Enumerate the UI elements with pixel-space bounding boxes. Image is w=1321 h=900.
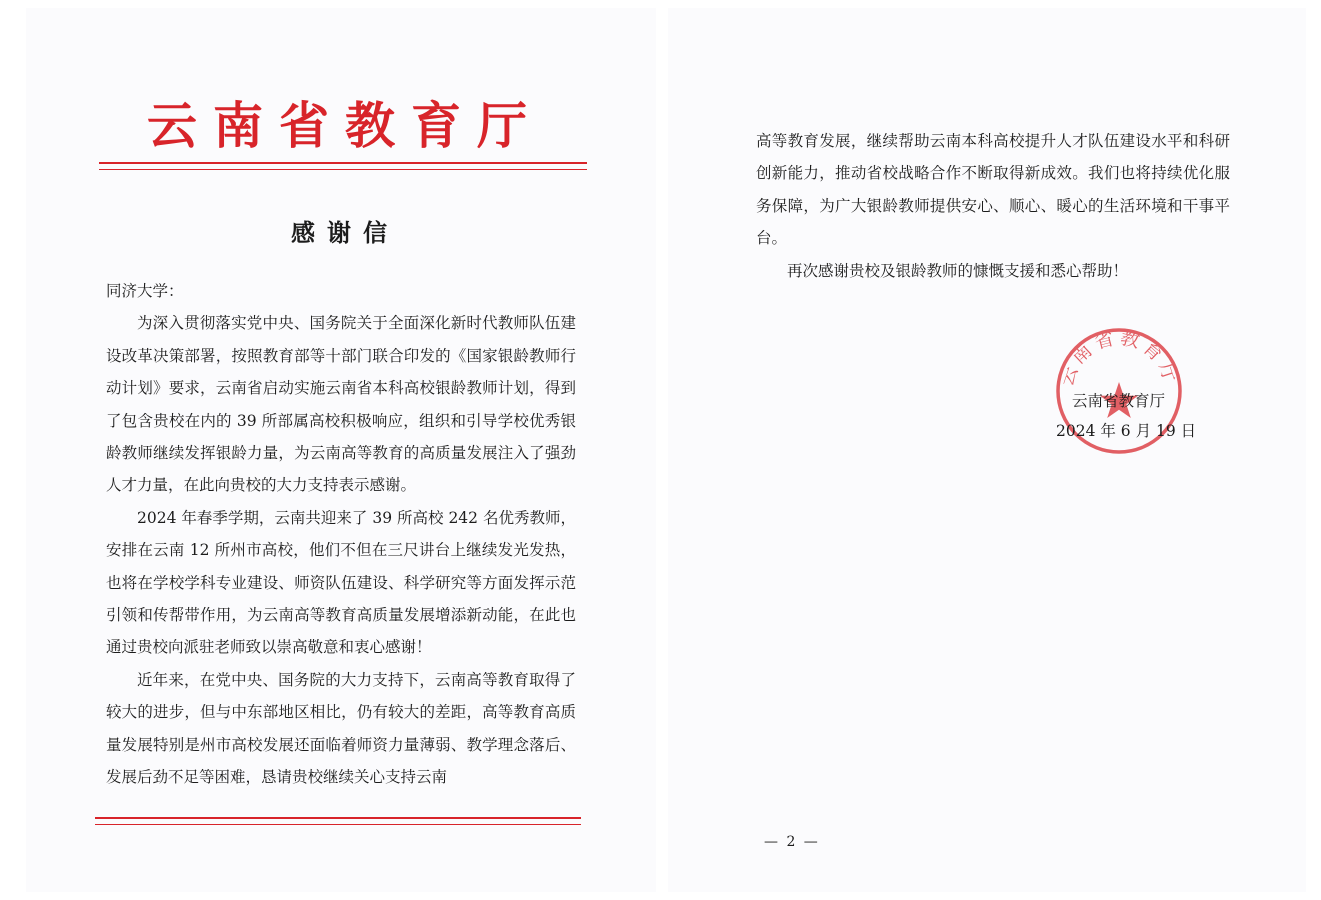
letter-body [106,275,576,794]
signature-date: 2024 年 6 月 19 日 [1056,422,1197,440]
letter-body-continued [756,125,1230,287]
body-paragraph: 为深入贯彻落实党中央、国务院关于全面深化新时代教师队伍建设改革决策部署，按照教育部等十部门联合印发的《国家银龄教师行动计划》要求，云南省启动实施云南省本科高校银龄教师计划，得到了包含贵校在内的 39 所部属高校积极响应，组织和引导学校优秀银龄教师继续发挥银龄力量，为云南高等教育的高质量发展注入了强劲人才力量，在此向贵校的大力支持表示感谢。 [106,314,576,495]
letter-page-left [26,8,656,892]
letter-page-right [668,8,1306,892]
letter-title: 感谢信 [291,218,399,247]
signature-org: 云南省教育厅 [1072,392,1166,410]
body-paragraph: 2024 年春季学期，云南共迎来了 39 所高校 242 名优秀教师，安排在云南 12 所州市高校，他们不但在三尺讲台上继续发光发热，也将在学校学科专业建设、师资队伍建设、科学研究等方面发挥示范引领和传帮带作用，为云南高等教育高质量发展增添新动能，在此也通过贵校向派驻老师致以崇高敬意和衷心感谢！ [106,508,576,657]
body-paragraph: 近年来，在党中央、国务院的大力支持下，云南高等教育取得了较大的进步，但与中东部地区相比，仍有较大的差距，高等教育高质量发展特别是州市高校发展还面临着师资力量薄弱、教学理念落后、发展后劲不足等困难，恳请贵校继续关心支持云南 [106,670,576,787]
continuation-paragraph: 高等教育发展，继续帮助云南本科高校提升人才队伍建设水平和科研创新能力，推动省校战略合作不断取得新成效。我们也将持续优化服务保障，为广大银龄教师提供安心、顺心、暖心的生活环境和干事平台。 [756,132,1230,248]
letterhead-red-rule [99,162,587,170]
page-number: — 2 — [764,834,820,850]
closing-paragraph: 再次感谢贵校及银龄教师的慷慨支援和悉心帮助！ [787,261,1129,280]
svg-text:云南省教育厅 [1056,327,1183,389]
footer-red-rule [95,817,581,825]
letterhead-title: 云南省教育厅 [147,96,543,155]
salutation: 同济大学： [106,282,184,300]
seal-text: 云南省教育厅 [1055,326,1183,389]
